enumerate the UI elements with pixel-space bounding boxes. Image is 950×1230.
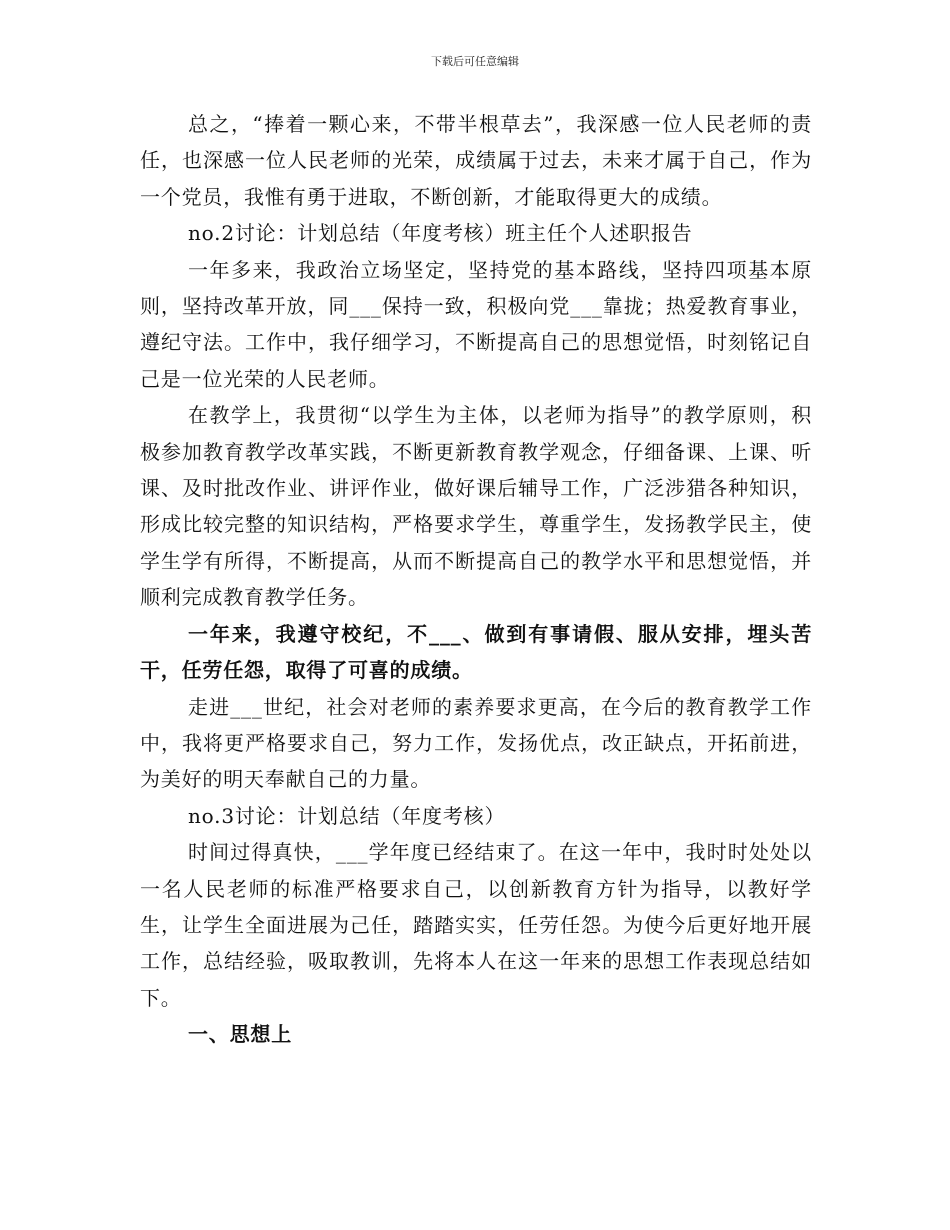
paragraph-conclusion: 总之，“捧着一颗心来，不带半根草去”，我深感一位人民老师的责任，也深感一位人民老师的光荣，成绩属于过去，未来才属于自己，作为一个党员，我惟有勇于进取，不断创新，才能取得更大的成绩。 <box>140 112 812 209</box>
paragraph-year-summary: 时间过得真快，___学年度已经结束了。在这一年中，我时时处处以一名人民老师的标准严格要求自己，以创新教育方针为指导，以教好学生，让学生全面进展为己任，踏踏实实，任劳任怨。为使今后更好地开展工作，总结经验，吸取教训，先将本人在这一年来的思想工作表现总结如下。 <box>140 840 812 1010</box>
document-body <box>140 106 812 1053</box>
heading-ideology: 一、思想上 <box>188 1022 292 1047</box>
section-title-no3: no.3讨论：计划总结（年度考核） <box>188 803 506 828</box>
paragraph-political-stance: 一年多来，我政治立场坚定，坚持党的基本路线，坚持四项基本原则，坚持改革开放，同___保持一致，积极向党___靠拢；热爱教育事业，遵纪守法。工作中，我仔细学习，不断提高自己的思想觉悟，时刻铭记自己是一位光荣的人民老师。 <box>140 257 812 391</box>
paragraph-teaching: 在教学上，我贯彻“以学生为主体，以老师为指导”的教学原则，积极参加教育教学改革实践，不断更新教育教学观念，仔细备课、上课、听课、及时批改作业、讲评作业，做好课后辅导工作，广泛涉猎各种知识，形成比较完整的知识结构，严格要求学生，尊重学生，发扬教学民主，使学生学有所得，不断提高，从而不断提高自己的教学水平和思想觉悟，并顺利完成教育教学任务。 <box>140 403 812 610</box>
paragraph-future: 走进___世纪，社会对老师的素养要求更高，在今后的教育教学工作中，我将更严格要求自己，努力工作，发扬优点，改正缺点，开拓前进，为美好的明天奉献自己的力量。 <box>140 694 812 792</box>
paragraph-discipline-bold: 一年来，我遵守校纪，不___、做到有事请假、服从安排，埋头苦干，任劳任怨，取得了可喜的成绩。 <box>140 621 812 683</box>
page-header: 下载后可任意编辑 <box>431 55 519 68</box>
section-title-no2: no.2讨论：计划总结（年度考核）班主任个人述职报告 <box>188 221 693 246</box>
